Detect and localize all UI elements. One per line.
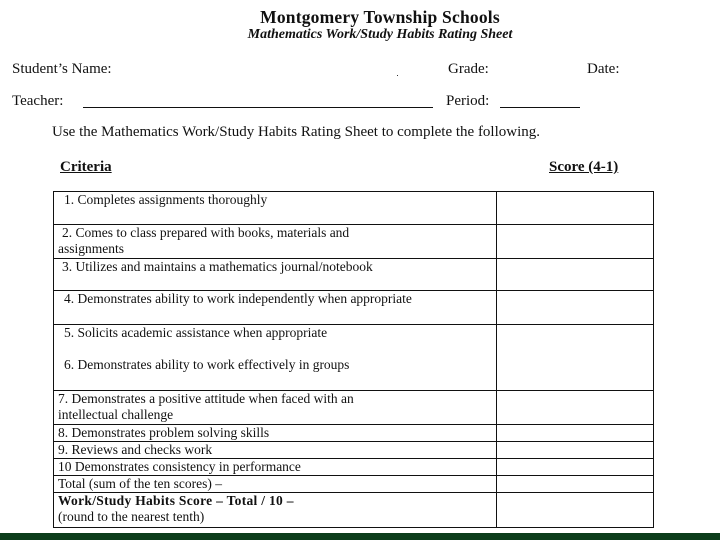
score-cell[interactable]: [497, 291, 654, 325]
school-title: Montgomery Township Schools: [260, 7, 500, 27]
score-cell[interactable]: [497, 225, 654, 259]
score-cell[interactable]: [497, 391, 654, 425]
table-row: [54, 192, 654, 225]
footer-bar: [0, 533, 720, 540]
score-cell[interactable]: [497, 192, 654, 225]
total-label: Total (sum of the ten scores) –: [54, 476, 497, 493]
table-row: [54, 391, 654, 425]
score-cell[interactable]: [497, 459, 654, 476]
total-row: [54, 476, 654, 493]
criteria-header: Criteria: [60, 159, 112, 175]
table-row: [54, 259, 654, 291]
table-row: [54, 291, 654, 325]
period-field[interactable]: [500, 107, 580, 108]
score-cell[interactable]: [497, 325, 654, 391]
table-row: [54, 325, 654, 391]
criterion-cell: 8. Demonstrates problem solving skills: [54, 425, 497, 442]
criterion-cell: 7. Demonstrates a positive attitude when faced with an intellectual challenge: [54, 391, 497, 425]
score-cell[interactable]: [497, 425, 654, 442]
stray-mark: [397, 75, 398, 76]
table-row: [54, 459, 654, 476]
score-header: Score (4-1): [549, 159, 619, 175]
criterion-cell: 3. Utilizes and maintains a mathematics journal/notebook: [54, 259, 497, 291]
criterion-cell: 9. Reviews and checks work: [54, 442, 497, 459]
instructions: Use the Mathematics Work/Study Habits Rating Sheet to complete the following.: [52, 124, 541, 140]
rating-table: [53, 191, 654, 528]
final-score-row: [54, 493, 654, 528]
score-cell[interactable]: [497, 259, 654, 291]
criterion-cell: 5. Solicits academic assistance when appropriate 6. Demonstrates ability to work effectively in groups: [54, 325, 497, 391]
final-score-label: Work/Study Habits Score – Total / 10 – (round to the nearest tenth): [54, 493, 497, 528]
teacher-field[interactable]: [83, 107, 433, 108]
teacher-label: Teacher:: [12, 93, 64, 109]
score-cell[interactable]: [497, 442, 654, 459]
grade-label: Grade:: [448, 61, 489, 77]
table-row: [54, 225, 654, 259]
student-name-field[interactable]: [125, 58, 390, 80]
grade-field[interactable]: [500, 58, 580, 80]
table-row: [54, 425, 654, 442]
criterion-cell: 10 Demonstrates consistency in performance: [54, 459, 497, 476]
final-score-cell[interactable]: [497, 493, 654, 528]
table-row: [54, 442, 654, 459]
total-score-cell[interactable]: [497, 476, 654, 493]
date-label: Date:: [587, 61, 620, 77]
sheet-subtitle: Mathematics Work/Study Habits Rating Sheet: [247, 27, 513, 42]
date-field[interactable]: [628, 58, 708, 80]
student-name-label: Student’s Name:: [12, 61, 112, 77]
criterion-cell: 4. Demonstrates ability to work independently when appropriate: [54, 291, 497, 325]
period-label: Period:: [446, 93, 490, 109]
criterion-cell: 2. Comes to class prepared with books, materials and assignments: [54, 225, 497, 259]
criterion-cell: 1. Completes assignments thoroughly: [54, 192, 497, 225]
